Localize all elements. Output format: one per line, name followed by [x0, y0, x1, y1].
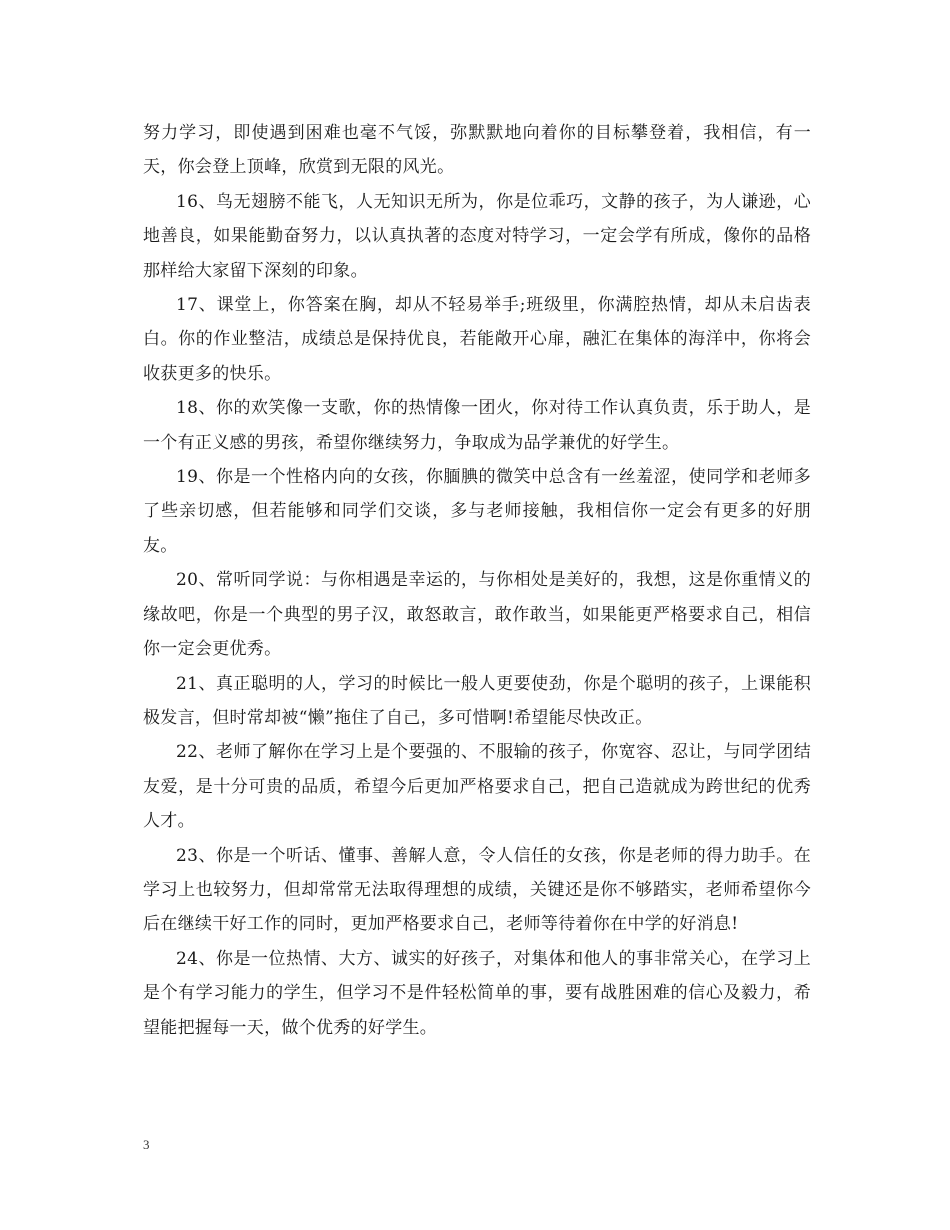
paragraph-comment-19: 19、你是一个性格内向的女孩，你腼腆的微笑中总含有一丝羞涩，使同学和老师多了些亲切感，但若能够和同学们交谈，多与老师接触，我相信你一定会有更多的好朋友。: [143, 467, 811, 556]
paragraph-comment-17: 17、课堂上，你答案在胸，却从不轻易举手;班级里，你满腔热情，却从未启齿表白。你的作业整洁，成绩总是保持优良，若能敞开心扉，融汇在集体的海洋中，你将会收获更多的快乐。: [143, 295, 811, 384]
paragraph-comment-18: 18、你的欢笑像一支歌，你的热情像一团火，你对待工作认真负责，乐于助人，是一个有正义感的男孩，希望你继续努力，争取成为品学兼优的好学生。: [143, 398, 811, 453]
paragraph-comment-21: 21、真正聪明的人，学习的时候比一般人更要使劲，你是个聪明的孩子，上课能积极发言，但时常却被“懒”拖住了自己，多可惜啊!希望能尽快改正。: [143, 673, 811, 728]
paragraph-continuation: 努力学习，即使遇到困难也毫不气馁，弥默默地向着你的目标攀登着，我相信，有一天，你会登上顶峰，欣赏到无限的风光。: [143, 123, 811, 178]
document-body: [143, 116, 811, 1045]
page-number: 3: [143, 1137, 150, 1152]
paragraph-comment-22: 22、老师了解你在学习上是个要强的、不服输的孩子，你宽容、忍让，与同学团结友爱，是十分可贵的品质，希望今后更加严格要求自己，把自己造就成为跨世纪的优秀人才。: [143, 742, 811, 832]
paragraph-comment-16: 16、鸟无翅膀不能飞，人无知识无所为，你是位乖巧，文静的孩子，为人谦逊，心地善良，如果能勤奋努力，以认真执著的态度对特学习，一定会学有所成，像你的品格那样给大家留下深刻的印象。: [143, 191, 811, 281]
paragraph-comment-23: 23、你是一个听话、懂事、善解人意，令人信任的女孩，你是老师的得力助手。在学习上也较努力，但却常常无法取得理想的成绩，关键还是你不够踏实，老师希望你今后在继续干好工作的同时，更加严格要求自己，老师等待着你在中学的好消息!: [143, 845, 811, 935]
paragraph-comment-24: 24、你是一位热情、大方、诚实的好孩子，对集体和他人的事非常关心，在学习上是个有学习能力的学生，但学习不是件轻松简单的事，要有战胜困难的信心及毅力，希望能把握每一天，做个优秀的好学生。: [143, 948, 811, 1038]
paragraph-comment-20: 20、常听同学说：与你相遇是幸运的，与你相处是美好的，我想，这是你重情义的缘故吧，你是一个典型的男子汉，敢怒敢言，敢作敢当，如果能更严格要求自己，相信你一定会更优秀。: [143, 570, 811, 660]
